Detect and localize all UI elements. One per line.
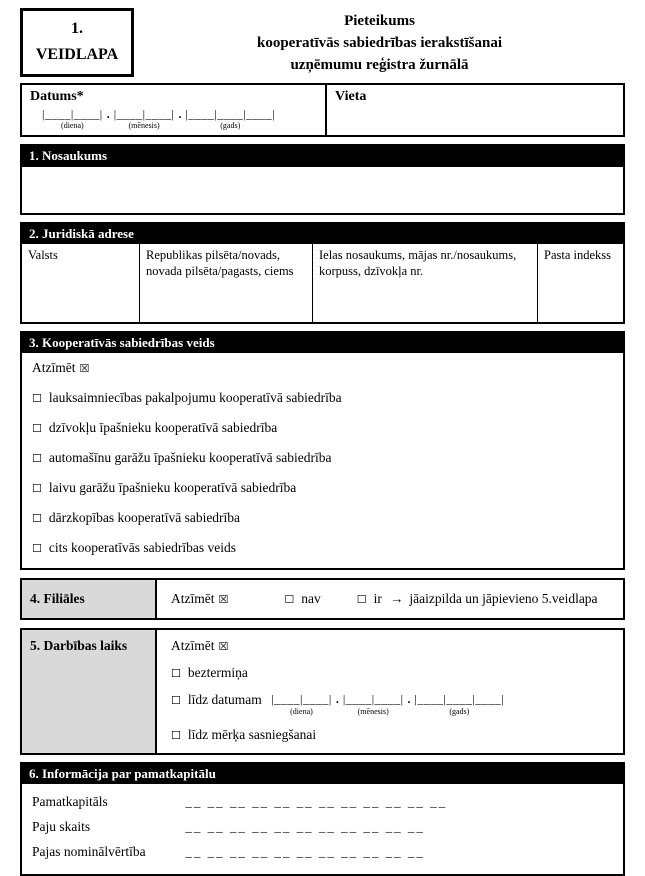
address-cell-pilseta[interactable] — [140, 244, 313, 322]
nosaukums-input-area[interactable] — [22, 167, 623, 213]
date-separator: . — [178, 107, 182, 121]
address-col-header: Pasta indekss — [544, 247, 612, 262]
checkbox-icon[interactable]: ☐ — [284, 593, 295, 607]
ir-note: jāaizpilda un jāpievieno 5.veidlapa — [409, 591, 598, 607]
date-month-caption: (mēnesis) — [128, 121, 160, 131]
checked-box-icon: ☒ — [218, 640, 229, 654]
pajas-nominalvertiba-label: Pajas nominālvērtība — [32, 843, 146, 859]
option-label: ir — [373, 591, 382, 607]
section6-header: 6. Informācija par pamatkapitālu — [22, 764, 623, 784]
option-lidz-merka[interactable] — [171, 727, 615, 743]
pajas-nominalvertiba-row — [32, 844, 613, 860]
form-title — [134, 8, 625, 76]
checkbox-icon[interactable]: ☐ — [171, 694, 181, 708]
option-nav[interactable] — [284, 591, 320, 607]
section5-body — [157, 630, 623, 752]
address-col-header: Ielas nosaukums, mājas nr./nosaukums, korpuss, dzīvokļa nr. — [319, 247, 517, 279]
datums-date-input[interactable] — [30, 107, 317, 130]
end-date-input[interactable] — [271, 692, 504, 715]
date-day-blank[interactable]: |____|____| — [271, 692, 332, 707]
option-lauksaimniecibas[interactable] — [32, 390, 613, 406]
section-filiales — [20, 578, 625, 620]
atzimet-instruction — [171, 638, 615, 654]
date-year-caption: (gads) — [449, 706, 470, 716]
date-month-field[interactable] — [343, 692, 404, 715]
option-darzkopibas[interactable] — [32, 510, 613, 526]
form-title-line2: kooperatīvās sabiedrības ierakstīšanai — [256, 34, 503, 51]
paju-skaits-input[interactable]: __ __ __ __ __ __ __ __ __ __ __ — [185, 818, 425, 834]
section-sabiedribas-veids — [20, 331, 625, 570]
checkbox-icon[interactable]: ☐ — [356, 593, 367, 607]
option-label: lauksaimniecības pakalpojumu kooperatīvā sabiedrība — [48, 390, 342, 406]
option-label: automašīnu garāžu īpašnieku kooperatīvā sabiedrība — [48, 450, 332, 466]
option-label: dārzkopības kooperatīvā sabiedrība — [48, 510, 241, 526]
address-col-header: Valsts — [28, 247, 58, 262]
atzimet-instruction — [32, 360, 613, 376]
pajas-nominalvertiba-input[interactable]: __ __ __ __ __ __ __ __ __ __ __ — [185, 843, 425, 859]
date-year-blank[interactable]: |____|____|____| — [414, 692, 505, 707]
arrow-icon: → — [389, 591, 404, 607]
option-label: beztermiņa — [187, 665, 248, 681]
checkbox-icon[interactable]: ☐ — [32, 452, 42, 466]
date-place-row — [20, 83, 625, 137]
pamatkapitals-label: Pamatkapitāls — [32, 793, 108, 809]
date-day-caption: (diena) — [290, 706, 313, 716]
date-day-field[interactable] — [271, 692, 332, 715]
date-day-blank[interactable]: |____|____| — [42, 107, 103, 121]
checkbox-icon[interactable]: ☐ — [32, 512, 42, 526]
section4-label: 4. Filiāles — [22, 580, 157, 618]
date-month-blank[interactable]: |____|____| — [113, 107, 175, 121]
section2-header: 2. Juridiskā adrese — [22, 224, 623, 244]
date-month-field[interactable] — [114, 107, 175, 130]
option-automasinu-garazu[interactable] — [32, 450, 613, 466]
date-month-blank[interactable]: |____|____| — [342, 692, 404, 707]
section4-body — [157, 580, 623, 618]
atzimet-label: Atzīmēt — [171, 591, 215, 607]
date-day-caption: (diena) — [61, 121, 84, 131]
address-cell-valsts[interactable] — [22, 244, 140, 322]
date-year-caption: (gads) — [220, 121, 241, 131]
paju-skaits-row — [32, 819, 613, 835]
option-label: līdz mērķa sasniegšanai — [187, 726, 317, 742]
section-juridiska-adrese — [20, 222, 625, 324]
atzimet-label: Atzīmēt — [171, 638, 215, 654]
option-label: dzīvokļu īpašnieku kooperatīvā sabiedrība — [48, 420, 278, 436]
checkbox-icon[interactable]: ☐ — [171, 728, 181, 742]
option-label: nav — [301, 591, 321, 607]
date-year-field[interactable] — [415, 692, 505, 715]
datums-label: Datums* — [30, 89, 84, 104]
checkbox-icon[interactable]: ☐ — [32, 392, 42, 406]
form-title-line3: uzņēmumu reģistra žurnālā — [290, 56, 469, 73]
section-pamatkapitals — [20, 762, 625, 876]
option-dzivoklu[interactable] — [32, 420, 613, 436]
datums-cell[interactable] — [22, 85, 325, 135]
section-darbibas-laiks — [20, 628, 625, 754]
form-title-line1: Pieteikums — [344, 13, 415, 29]
vieta-label: Vieta — [335, 89, 367, 104]
form-number-label: VEIDLAPA — [35, 46, 119, 63]
form-header — [20, 8, 625, 77]
atzimet-instruction — [171, 591, 228, 607]
section3-body — [22, 353, 623, 568]
checked-box-icon: ☒ — [79, 362, 90, 376]
date-separator: . — [407, 692, 411, 707]
atzimet-label: Atzīmēt — [32, 360, 76, 376]
checkbox-icon[interactable]: ☐ — [32, 542, 42, 556]
section3-header: 3. Kooperatīvās sabiedrības veids — [22, 333, 623, 353]
option-laivu-garazu[interactable] — [32, 480, 613, 496]
address-cell-pasta-indekss[interactable] — [538, 244, 623, 322]
option-cits-veids[interactable] — [32, 540, 613, 556]
form-number-box — [20, 8, 134, 77]
date-separator: . — [106, 107, 110, 121]
address-cell-iela[interactable] — [313, 244, 538, 322]
address-table — [22, 244, 623, 322]
section-nosaukums — [20, 144, 625, 214]
option-label: cits kooperatīvās sabiedrības veids — [48, 540, 236, 556]
form-number: 1. — [71, 20, 83, 37]
address-col-header: Republikas pilsēta/novads, novada pilsēta/pagasts, ciems — [146, 247, 294, 279]
section6-body — [22, 784, 623, 874]
option-ir[interactable] — [357, 591, 382, 607]
vieta-cell[interactable] — [325, 85, 623, 135]
date-year-blank[interactable]: |____|____|____| — [185, 107, 276, 121]
checked-box-icon: ☒ — [218, 593, 229, 607]
paju-skaits-label: Paju skaits — [32, 818, 91, 834]
option-lidz-datumam[interactable] — [171, 692, 615, 715]
date-day-field[interactable] — [42, 107, 103, 130]
section1-header: 1. Nosaukums — [22, 146, 623, 166]
date-year-field[interactable] — [185, 107, 275, 130]
pamatkapitals-input[interactable]: __ __ __ __ __ __ __ __ __ __ __ __ — [185, 793, 448, 809]
pamatkapitals-row — [32, 794, 613, 810]
checkbox-icon[interactable]: ☐ — [32, 422, 42, 436]
checkbox-icon[interactable]: ☐ — [171, 667, 181, 681]
option-label: laivu garāžu īpašnieku kooperatīvā sabiedrība — [48, 480, 297, 496]
option-label: līdz datumam — [187, 692, 262, 708]
date-separator: . — [335, 692, 339, 707]
checkbox-icon[interactable]: ☐ — [32, 482, 42, 496]
section5-label: 5. Darbības laiks — [22, 630, 157, 752]
option-beztermina[interactable] — [171, 665, 615, 681]
date-month-caption: (mēnesis) — [357, 706, 389, 716]
